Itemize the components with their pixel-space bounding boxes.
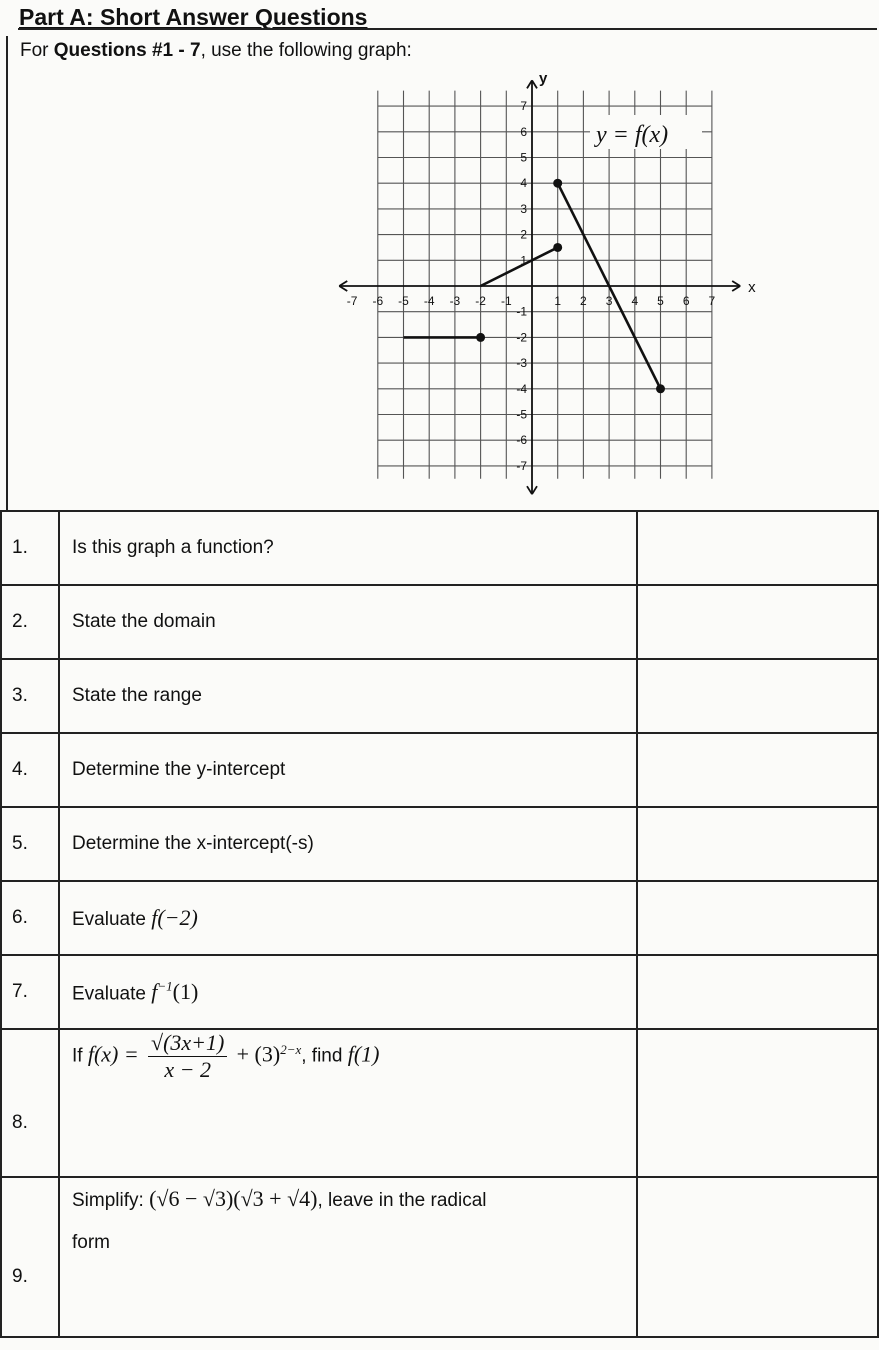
question-number: 5. xyxy=(1,807,59,881)
question-text: State the range xyxy=(59,659,637,733)
question-row xyxy=(1,659,878,733)
y-tick-label: -2 xyxy=(516,330,527,345)
math-lhs: f(x) = xyxy=(87,1041,139,1067)
closed-endpoint xyxy=(553,243,562,252)
x-tick-label: 2 xyxy=(580,294,587,308)
question-row xyxy=(1,881,878,955)
intro-questions-range: Questions #1 - 7 xyxy=(53,40,201,61)
function-label-group xyxy=(590,115,702,149)
questions-table xyxy=(0,510,879,1338)
x-tick-label: -7 xyxy=(346,294,358,308)
answer-cell[interactable] xyxy=(637,881,878,955)
question-text: Is this graph a function? xyxy=(59,511,637,585)
title-rule xyxy=(18,28,877,30)
intro-prefix: For xyxy=(20,40,54,61)
x-tick-label: -6 xyxy=(372,294,384,308)
graph-segment xyxy=(481,247,558,286)
evaluate-label: Evaluate xyxy=(72,909,146,930)
math-expression: f(−2) xyxy=(151,905,198,930)
math-find-expr: f(1) xyxy=(347,1041,380,1067)
section-title: Part A: Short Answer Questions xyxy=(19,4,368,30)
if-label: If xyxy=(72,1045,83,1067)
question-number: 4. xyxy=(1,733,59,807)
intro-text xyxy=(20,40,412,62)
question-text: Determine the y-intercept xyxy=(59,733,637,807)
x-tick-label: 6 xyxy=(682,294,690,308)
question-number: 9. xyxy=(1,1177,59,1337)
simplify-label: Simplify: xyxy=(72,1190,144,1211)
x-tick-label: 5 xyxy=(657,294,664,308)
math-base: f xyxy=(151,979,158,1005)
function-graph xyxy=(332,69,756,502)
question-text xyxy=(59,1029,637,1177)
math-fraction xyxy=(148,1030,227,1083)
y-tick-label: 5 xyxy=(520,150,527,165)
math-expression xyxy=(151,979,198,1004)
x-tick-label: 1 xyxy=(554,294,562,308)
y-tick-label: -3 xyxy=(516,356,527,371)
question-suffix: , leave in the radical xyxy=(317,1190,487,1211)
x-tick-label: 7 xyxy=(708,294,716,308)
question-row xyxy=(1,511,878,585)
y-tick-label: 2 xyxy=(520,227,527,242)
answer-cell[interactable] xyxy=(637,955,878,1029)
y-tick-label: -6 xyxy=(516,433,527,448)
answer-cell[interactable] xyxy=(637,659,878,733)
answer-cell[interactable] xyxy=(637,585,878,659)
question-number: 3. xyxy=(1,659,59,733)
y-tick-label: 4 xyxy=(520,176,527,191)
question-row xyxy=(1,733,878,807)
y-tick-label: -1 xyxy=(516,304,527,319)
y-tick-label: 7 xyxy=(520,99,527,114)
find-label: , find xyxy=(301,1045,343,1067)
y-tick-label: 1 xyxy=(520,253,527,268)
answer-cell[interactable] xyxy=(637,733,878,807)
x-tick-label: 4 xyxy=(631,294,639,308)
question-number: 2. xyxy=(1,585,59,659)
closed-endpoint xyxy=(553,179,562,188)
math-argument: (1) xyxy=(172,979,199,1005)
closed-endpoint xyxy=(656,384,665,393)
answer-cell[interactable] xyxy=(637,1029,878,1177)
answer-cell[interactable] xyxy=(637,807,878,881)
question-row xyxy=(1,585,878,659)
question-number: 1. xyxy=(1,511,59,585)
answer-cell[interactable] xyxy=(637,511,878,585)
answer-cell[interactable] xyxy=(637,1177,878,1337)
question-text xyxy=(59,1177,637,1337)
evaluate-label: Evaluate xyxy=(72,983,146,1005)
closed-endpoint xyxy=(476,333,485,342)
question-text xyxy=(59,881,637,955)
fraction-numerator: √(3x+1) xyxy=(148,1030,227,1057)
x-tick-label: -1 xyxy=(500,294,512,308)
question-row xyxy=(1,955,878,1029)
y-axis-label: y xyxy=(539,69,548,87)
question-suffix-line2: form xyxy=(72,1232,110,1253)
question-row xyxy=(1,1177,878,1337)
x-tick-label: 3 xyxy=(605,294,613,308)
y-tick-label: 3 xyxy=(520,201,527,216)
y-tick-label: -7 xyxy=(516,458,527,473)
question-number: 7. xyxy=(1,955,59,1029)
x-tick-label: -3 xyxy=(449,294,461,308)
x-tick-label: -4 xyxy=(423,294,435,308)
question-text xyxy=(59,955,637,1029)
y-tick-label: 6 xyxy=(520,124,527,139)
x-axis-label: x xyxy=(748,279,756,296)
math-expression: (√6 − √3)(√3 + √4) xyxy=(149,1186,318,1211)
question-number: 6. xyxy=(1,881,59,955)
y-tick-label: -5 xyxy=(516,407,527,422)
math-plus-term: + (3) xyxy=(236,1041,281,1067)
question-text: Determine the x-intercept(-s) xyxy=(59,807,637,881)
x-tick-label: -2 xyxy=(475,294,486,308)
function-label: y = f(x) xyxy=(596,122,669,148)
question-row xyxy=(1,1029,878,1177)
intro-suffix: , use the following graph: xyxy=(200,40,412,61)
fraction-denominator: x − 2 xyxy=(164,1057,211,1082)
question-number: 8. xyxy=(1,1029,59,1177)
math-superscript: −1 xyxy=(157,978,173,994)
math-exponent: 2−x xyxy=(280,1042,302,1058)
y-tick-label: -4 xyxy=(516,381,527,396)
question-row xyxy=(1,807,878,881)
x-tick-label: -5 xyxy=(398,294,409,308)
question-text: State the domain xyxy=(59,585,637,659)
